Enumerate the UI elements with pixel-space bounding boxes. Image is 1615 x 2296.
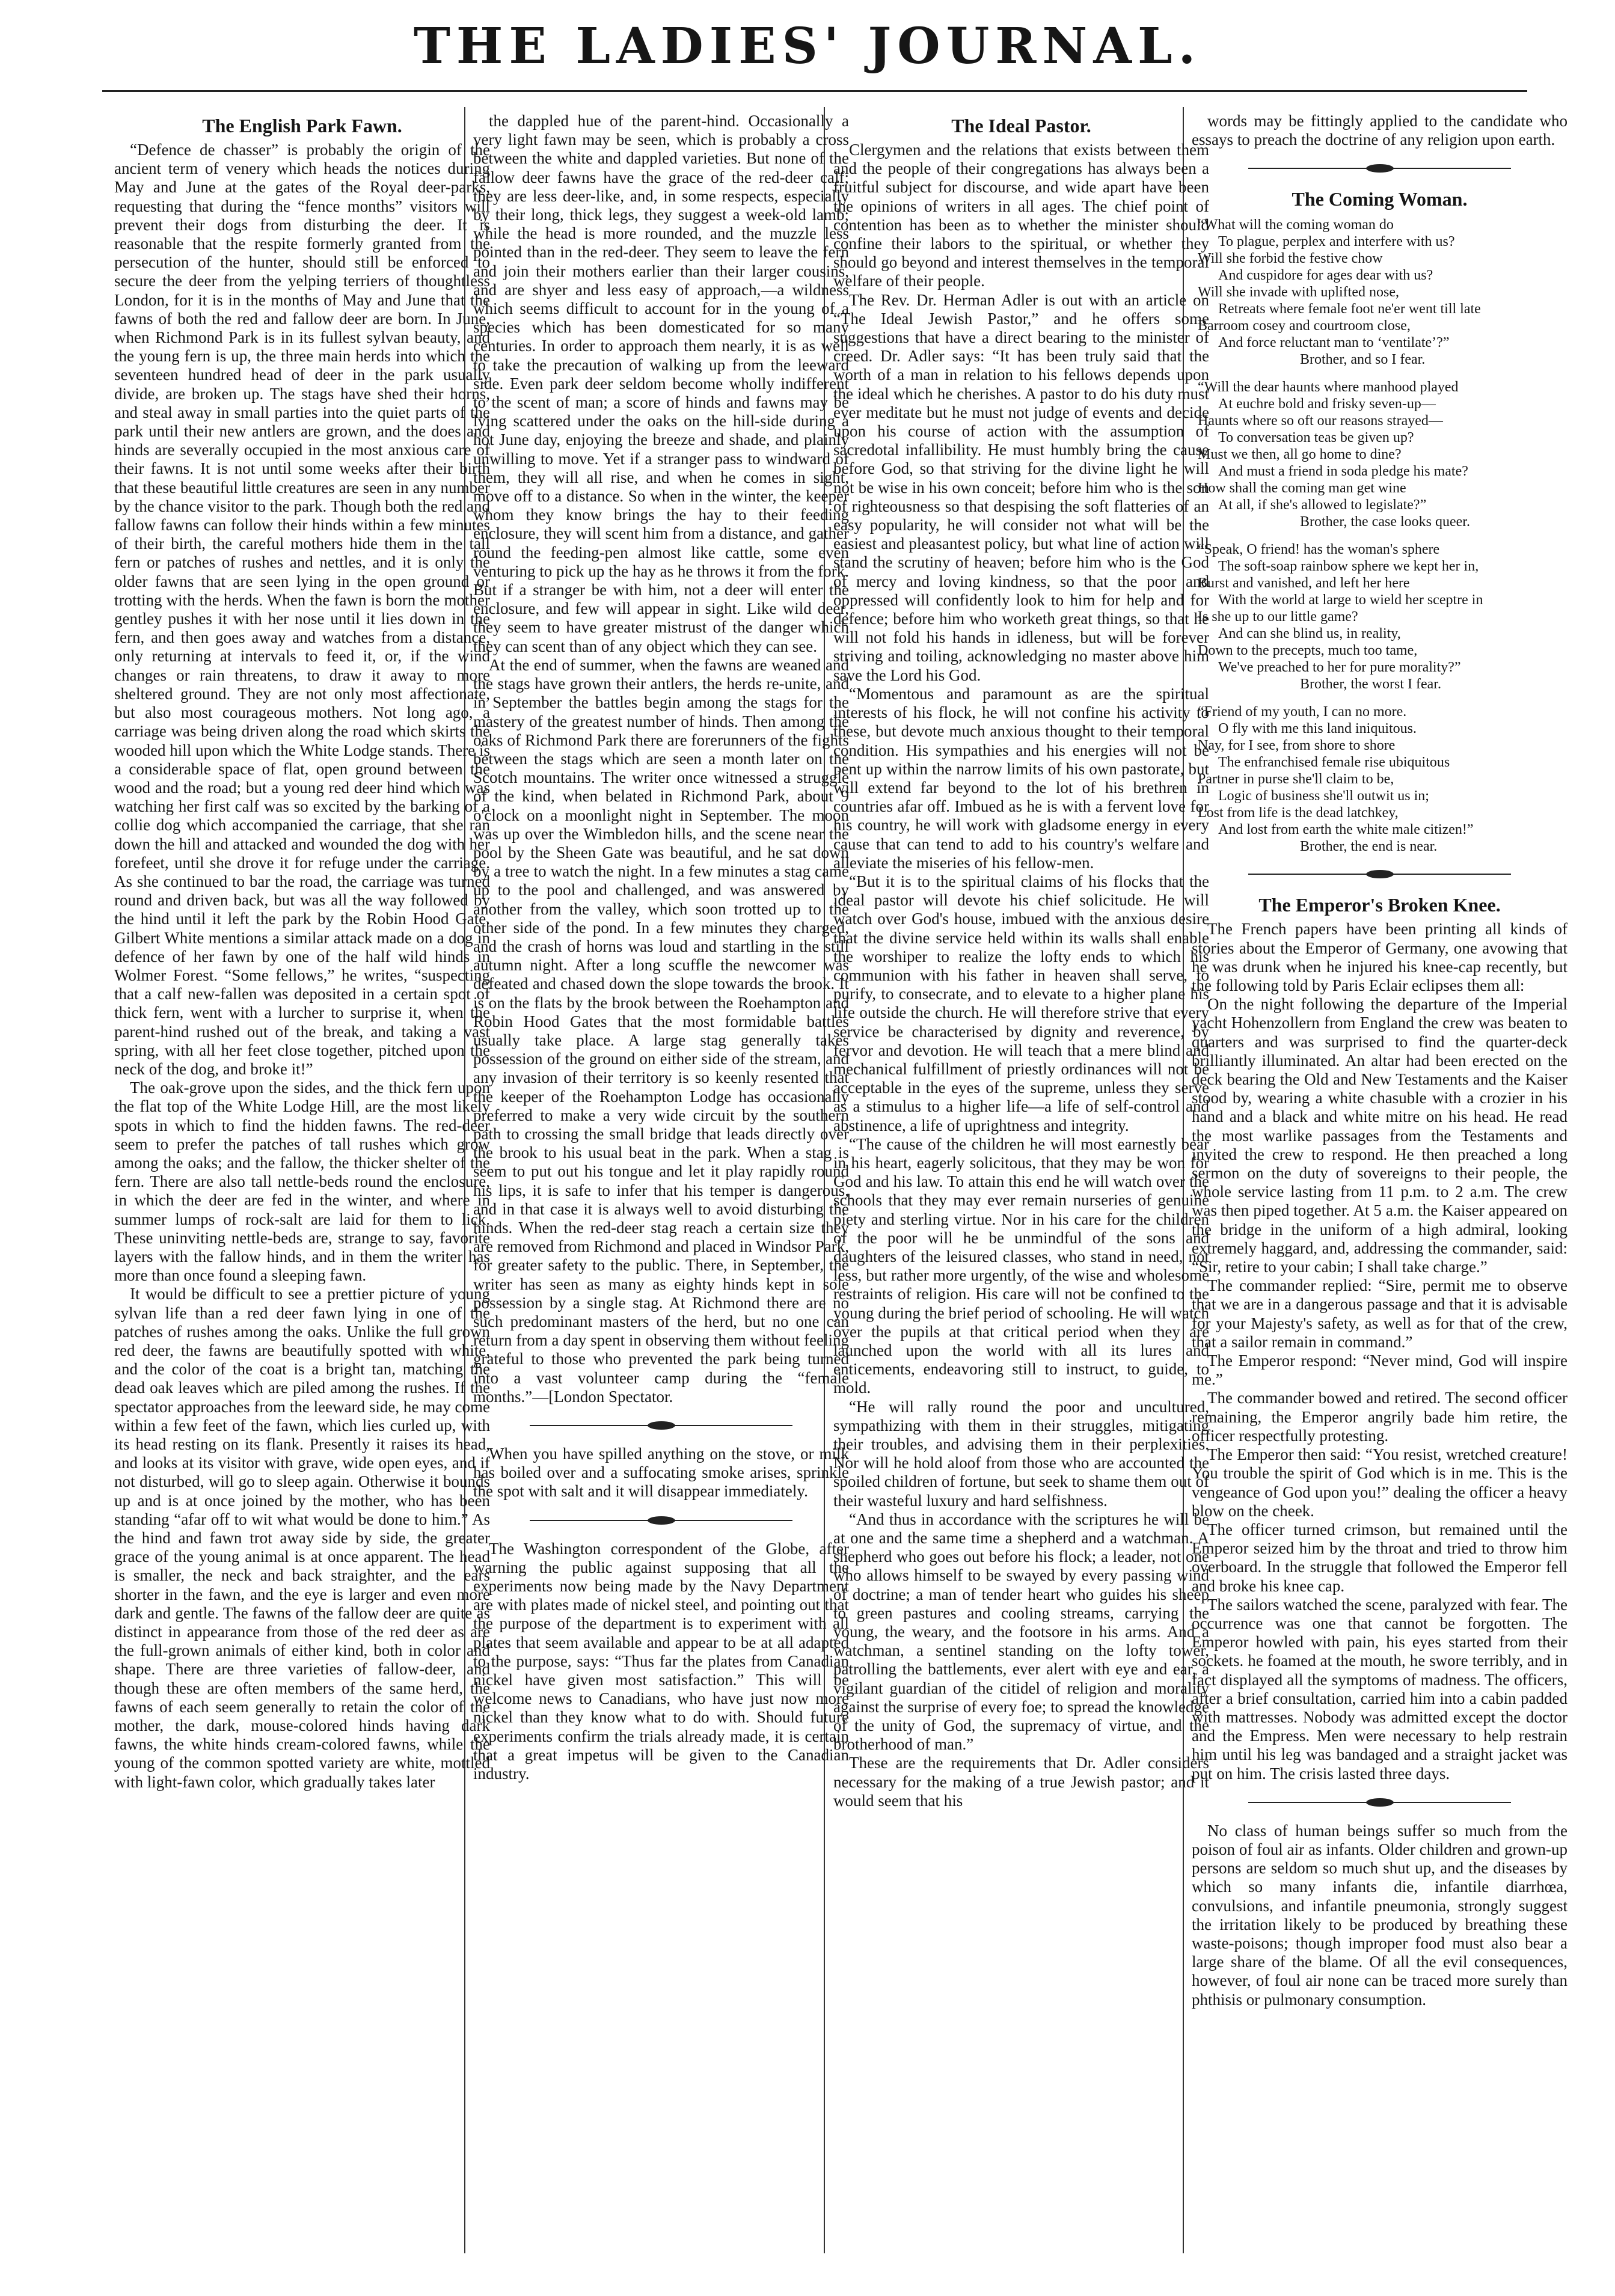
poem-line: Lost from life is the dead latchkey,: [1198, 805, 1399, 821]
article-paragraph: “And thus in accordance with the scriptures he will be at one and the same time a shepherd and a watchman. A shepherd who goes out before his flock; a leader, not one who allows himself to be swayed by every passing wind of doctrine; a man of tender heart who guides his sheep to green pastures and cooling streams, carrying the young, the weary, and the footsore in his arms. And a watchman, a sentinel standing on the lofty tower, patrolling the battlements, ever alert with eye and ear, a vigilant guardian of the citidel of religion and morality against the surprise of every foe; to spread the knowledge of the unity of God, the supremacy of virtue, and the brotherhood of man.”: [833, 1510, 1209, 1754]
poem-line: Must we then, all go home to dine?: [1198, 447, 1402, 463]
section-ornament: [530, 1418, 793, 1433]
poem-line: The enfranchised female rise ubiquitous: [1218, 755, 1450, 771]
poem-coming-woman: [1192, 216, 1568, 855]
poem-line: O fly with me this land iniquitous.: [1218, 721, 1417, 737]
article-heading-park-fawn: The English Park Fawn.: [202, 115, 402, 136]
poem-stanza: [1192, 541, 1568, 693]
article-paragraph: The oak-grove upon the sides, and the thick fern upon the flat top of the White Lodge Hill, are the most likely spots in which to find the hidden fawns. The red-deer seem to prefer the patches of tall rushes which grow among the oaks; and the fallow, the thicker shelter of the fern. There are also tall nettle-beds round the enclosure, in which the deer are fed in the winter, and where in summer lumps of rock-salt are laid for them to lick. These uninviting nettle-beds are, strange to say, favorite layers with the fallow hinds, and in them the writer has more than once found a sleeping fawn.: [114, 1079, 490, 1285]
poem-line: Is she up to our little game?: [1198, 609, 1358, 625]
article-paragraph: These are the requirements that Dr. Adler considers necessary for the making of a true Jewish pastor; and it would seem that his: [833, 1754, 1209, 1810]
article-paragraph: “But it is to the spiritual claims of his flocks that the ideal pastor will devote his chief solicitude. He will watch over God's house, imbued with the anxious desire that the divine service held within its walls shall enable the worshiper to realize the lofty ends to which his communion with his father in heaven shall serve, to purify, to consecrate, and to elevate to a higher plane his life outside the church. He will therefore strive that every service be characterised by dignity and reverence, by fervor and devotion. He will teach that a mere blind and mechanical fulfillment of priestly ordinances will not be acceptable in the eyes of the supreme, unless they serve as a stimulus to a higher life—a life of self-control and abstinence, a life of uprightness and integrity.: [833, 872, 1209, 1134]
article-paragraph: The Rev. Dr. Herman Adler is out with an article on “The Ideal Jewish Pastor,” and he offers some suggestions that have a direct bearing to the minister of creed. Dr. Adler says: “It has been truly said that the worth of a man in relation to his fellows depends upon the ideal which he cherishes. A pastor to do his duty must ever meditate but he must not judge of events and decide upon his course of action with the assumption of sacredotal infallibility. He must humbly bring the cause before God, so that striving for the divine light he will not be wise in his own conceit; before him who is the son of righteousness so that despising the soft flatteries of an easy popularity, he will consider not what will be the easiest and pleasantest policy, but what line of action will stand the scrutiny of heaven; before him who is the God of mercy and loving kindness, so that the poor and oppressed will confidently look to him for help and for defence; before him who worketh great things, so that he will not fold his hands in idleness, but will be forever striving and toiling, acknowledging no master above him save the Lord his God.: [833, 290, 1209, 684]
poem-refrain: Brother, the worst I fear.: [1300, 676, 1441, 693]
article-paragraph: At the end of summer, when the fawns are weaned and the stags have grown their antlers, the herds re-unite, and in September the battles begin among the stags for the mastery of the greatest number of hinds. Then among the oaks of Richmond Park there are forerunners of the fights between the stags which are seen a month later on the Scotch mountains. The writer once witnessed a struggle of the kind, when belated in Richmond Park, about 9 o'clock on a moonlight night in September. The moon was up over the Wimbledon hills, and the scene near the pool by the Sheen Gate was beautiful, and he sat down by a tree to watch the night. In a few minutes a stag came up to the pool and challenged, and was answered by another from the valley, which soon trotted up to the other side of the pond. In a few minutes they charged, and the crash of horns was loud and startling in the still autumn night. After a long scuffle the newcomer was defeated and chased down the slope towards the brook. It is on the flats by the brook between the Roehampton and Robin Hood Gates that the most formidable battles usually take place. A large stag generally takes possession of the ground on either side of the stream, and any invasion of their territory is so keenly resented that the keeper of the Roehampton Lodge has occasionally preferred to make a very wide circuit by the southern path to crossing the small bridge that leads directly over the brook to his usual beat in the park. When a stag is seem to put out his tongue and let it play rapidly round his lips, it is safe to infer that his temper is dangerous, and in that case it is always well to avoid disturbing the hinds. When the red-deer stag reach a certain size they are removed from Richmond and placed in Windsor Park, for greater safety to the public. There, in September, the writer has seen as many as eighty hinds kept in sole possession by a single stag. At Richmond there are no such predominant masters of the herd, but no one can return from a day spent in observing them without feeling grateful to those who prevented the park being turned into a vast volunteer camp during the “female months.”—[London Spectator.: [473, 655, 849, 1406]
article-paragraph: “Defence de chasser” is probably the origin of the ancient term of venery which heads the notices during May and June at the gates of the Royal deer-parks, requesting that during the “fence months” visitors will prevent their dogs from disturbing the deer. It is reasonable that the respite formerly granted from the persecution of the hunter, should still be enforced to secure the deer from the yelping terriers of thoughtless London, for it is in the months of May and June that the fawns of both the red and fallow deer are born. In June, when Richmond Park is in its fullest sylvan beauty, and the young fern is up, the three main herds into which the seventeen hundred head of deer in the park usually divide, are broken up. The stags have shed their horns, and steal away in small parties into the quiet parts of the park until their new antlers are grown, and the does and hinds are severally occupied in the most anxious care of their fawns. It is not until some weeks after their birth that these beautiful little creatures are seen in any number by the chance visitor to the park. Though both the red and fallow fawns can follow their hinds within a few minutes of their birth, the careful mothers hide them in the tall fern or patches of rushes and nettles, and it is only the older fawns that are seen lying in the open ground or trotting with the herds. When the fawn is born the mother gentley pushes it with her nose until it lies down in the fern, and then goes away and watches from a distance, only returning at intervals to feed it, or, if the wind changes or rain threatens, to draw it away to more sheltered ground. They are not only most affectionate, but also most courageous mothers. Not long ago, a carriage was being driven along the road which skirts the wooded hill upon which the White Lodge stands. There is a considerable space of flat, open ground between the wood and the road; but a young red deer hind which was watching her first calf was so excited by the barking of a collie dog which accompanied the carriage, that she ran down the hill and attacked and wounded the dog with her forefeet, until she drove it for refuge under the carriage. As she continued to bar the road, the carriage was turned round and driven back, but was all the way followed by the hind until it left the park by the Robin Hood Gate. Gilbert White mentions a similar attack made on a dog in defence of her fawn by one of the half wild hinds in Wolmer Forest. “Some fellows,” he writes, “suspecting that a calf new-fallen was deposited in a certain spot of thick fern, went with a lurcher to surprise it, when the parent-hind rushed out of the break, and taking a vast spring, with all her feet close together, pitched upon the neck of the dog, and broke it!”: [114, 141, 490, 1078]
column-1: [114, 112, 490, 2252]
poem-heading-coming-woman: The Coming Woman.: [1292, 188, 1468, 210]
poem-line: To plague, perplex and interfere with us?: [1218, 234, 1455, 250]
poem-line: “What will the coming woman do: [1198, 217, 1394, 233]
poem-refrain: Brother, and so I fear.: [1300, 352, 1426, 368]
poem-line: At all, if she's allowed to legislate?”: [1218, 497, 1427, 513]
article-paragraph: “Momentous and paramount as are the spiritual interests of his flock, he will not confine his activity to these, but devote much anxious thought to their temporal condition. His sympathies and his energies will not be pent up within the narrow limits of his own pastorate, but will extend far beyond to the lot of his brethren in countries afar off. Imbued as he is with a fervent love for his country, he will work with gladsome energy in every cause that can tend to add to his country's welfare and alleviate the miseries of his fellow-men.: [833, 684, 1209, 872]
poem-line: “Speak, O friend! has the woman's sphere: [1198, 542, 1440, 558]
poem-line: And lost from earth the white male citizen!”: [1218, 822, 1474, 838]
poem-line: Down to the precepts, much too tame,: [1198, 643, 1418, 659]
poem-line: How shall the coming man get wine: [1198, 480, 1406, 497]
poem-line: With the world at large to wield her sceptre in: [1218, 592, 1483, 608]
article-paragraph: The commander replied: “Sire, permit me to observe that we are in a dangerous passage and that it is advisable for your Majesty's safety, as well as for that of the crew, that a sailor remain in command.”: [1192, 1276, 1568, 1351]
poem-line: And must a friend in soda pledge his mate?: [1218, 464, 1468, 480]
poem-line: We've preached to her for pure morality?”: [1218, 660, 1461, 676]
article-paragraph: The sailors watched the scene, paralyzed with fear. The occurrence was one that cannot be forgotten. The Emperor howled with pain, his eyes started from their sockets. he foamed at the mouth, he swore terribly, and in fact displayed all the symptoms of madness. The officers, after a brief consultation, carried him into a cabin padded with mattresses. Nobody was admitted except the doctor and the Empress. Men were necessary to help restrain him until his leg was bandaged and a straight jacket was put on him. The crisis lasted three days.: [1192, 1595, 1568, 1783]
column-3: [833, 112, 1209, 2252]
poem-line: And can she blind us, in reality,: [1218, 626, 1401, 642]
poem-line: Will she forbid the festive chow: [1198, 251, 1383, 267]
article-paragraph: the dappled hue of the parent-hind. Occasionally a very light fawn may be seen, which is probably a cross between the white and dappled varieties. But none of the fallow deer fawns have the grace of the red-deer calf; they are less deer-like, and, in some respects, especially by their long, thick legs, they suggest a week-old lamb; while the head is more rounded, and the muzzle less pointed than in the red-deer. They seem to leave the fern and join their mothers earlier than their larger cousins, and are shyer and less easy of approach,—a wildness which seems difficult to account for in the young of a species which has been domesticated for so many centuries. In order to approach them nearly, it is as well to take the precaution of walking up from the leeward side. Even park deer seldom become wholly indifferent to the scent of man; a score of hinds and fawns may be lying scattered under the oaks on the hill-side during a hot June day, enjoying the breeze and shade, and plainly unwilling to move. Yet if a stranger pass to windward of them, they will all rise, and when he comes in sight, move off to a distance. So when in the winter, the keeper whom they know brings the hay to their feeding enclosure, they will scent him from a distance, and gather round the feeding-pen almost like cattle, some even venturing to pick up the hay as he throws it from the fork. But if a stranger be with him, not a deer will enter the enclosure, and few will appear in sight. Like wild deer, they seem to have greater mistrust of the danger which they can scent than of any object which they can see.: [473, 112, 849, 655]
poem-line: And cuspidore for ages dear with us?: [1218, 268, 1433, 284]
poem-line: Logic of business she'll outwit us in;: [1218, 788, 1429, 804]
article-paragraph: “The cause of the children he will most earnestly bear in his heart, eagerly solicitous, that they may be won for God and his law. To attain this end he will watch over the schools that they may ever remain nurseries of genuine piety and sterling virtue. Nor in his care for the children of the poor will he be unmindful of the sons and daughters of the leisured classes, who stand in need, not less, but rather more urgently, of the wise and wholesome restraints of religion. His care will not be confined to the young during the brief period of schooling. He will watch over the pupils at that critical period when they are launched upon the world with all its lures and enticements, endeavoring still to instruct, to guide, to mold.: [833, 1134, 1209, 1397]
poem-stanza: [1192, 216, 1568, 368]
masthead-rule: [102, 90, 1527, 92]
poem-line: Retreats where female foot ne'er went till late: [1218, 301, 1481, 317]
column-4: [1192, 112, 1568, 2252]
section-ornament: [1248, 161, 1512, 176]
note-paragraph-foul-air: No class of human beings suffer so much from the poison of foul air as infants. Older children and grown-up persons are seldom so much shut up, and the diseases by which so many infants die, infantile diarrhœa, convulsions, and infantile pneumonia, strongly suggest the irritation likely to be produced by breathing these waste-poisons; though improper food must also bear a large share of the blame. Of all the evil consequences, however, of foul air none can be traced more surely than phthisis or pulmonary consumption.: [1192, 1821, 1568, 2009]
column-2: [473, 112, 849, 2252]
article-paragraph: The Emperor then said: “You resist, wretched creature! You trouble the spirit of God which is in me. This is the vengeance of God upon you!” dealing the officer a heavy blow on the cheek.: [1192, 1445, 1568, 1520]
poem-line: Partner in purse she'll claim to be,: [1198, 771, 1394, 788]
article-paragraph: words may be fittingly applied to the candidate who essays to preach the doctrine of any religion upon earth.: [1192, 112, 1568, 149]
poem-line: Barroom cosey and courtroom close,: [1198, 318, 1411, 334]
poem-line: Burst and vanished, and left her here: [1198, 575, 1410, 592]
article-paragraph: On the night following the departure of the Imperial yacht Hohenzollern from England the crew was beaten to quarters and was surprised to find the quarter-deck brilliantly illuminated. An altar had been erected on the deck bearing the Old and New Testaments and the Kaiser stood by, wearing a white chasuble with a crozier in his hand and a black and white mitre on his head. He read the most warlike passages from the Testaments and invited the crew to respond. He then preached a long sermon on the duty of sovereigns to their people, the whole service lasting from 11 p.m. to 2 a.m. The crew was then piped together. At 5 a.m. the Kaiser appeared on the bridge in the uniform of a high admiral, looking extremely haggard, and, addressing the commander, said: “Sir, retire to your cabin; I shall take charge.”: [1192, 995, 1568, 1276]
poem-line: Nay, for I see, from shore to shore: [1198, 738, 1396, 754]
article-heading-ideal-pastor: The Ideal Pastor.: [951, 115, 1091, 136]
article-paragraph: Clergymen and the relations that exists between them and the people of their congregations has always been a fruitful subject for discourse, and wide apart have been the opinions of writers in all ages. The chief point of contention has been as to whether the minister should confine their labors to the spiritual, or whether they should go beyond and interest themselves in the temporal welfare of their people.: [833, 141, 1209, 290]
poem-line: The soft-soap rainbow sphere we kept her in,: [1218, 559, 1479, 575]
poem-line: And force reluctant man to ‘ventilate’?”: [1218, 335, 1450, 351]
poem-line: Will she invade with uplifted nose,: [1198, 284, 1399, 301]
article-heading-emperor-knee: The Emperor's Broken Knee.: [1258, 894, 1501, 916]
poem-stanza: [1192, 379, 1568, 530]
article-paragraph: “He will rally round the poor and uncultured, sympathizing with them in their struggles, mitigating their troubles, and advising them in their perplexities. Nor will he hold aloof from those who are accounted the spoiled children of fortune, but seek to shame them out of their wasteful luxury and hard selfishness.: [833, 1397, 1209, 1510]
article-paragraph: The commander bowed and retired. The second officer remaining, the Emperor angrily bade him retire, the officer respectfully protesting.: [1192, 1389, 1568, 1445]
poem-line: “Will the dear haunts where manhood played: [1198, 379, 1459, 396]
article-paragraph: The Emperor respond: “Never mind, God will inspire me.”: [1192, 1352, 1568, 1389]
article-paragraph: The officer turned crimson, but remained until the Emperor seized him by the throat and tried to throw him overboard. In the struggle that followed the Emperor fell and broke his knee cap.: [1192, 1520, 1568, 1595]
article-paragraph: It would be difficult to see a prettier picture of young sylvan life than a red deer fawn lying in one of the patches of rushes among the oaks. Unlike the full grown red deer, the fawns are beautifully spotted with white, and the color of the coat is a bright tan, matching the dead oak leaves which are piled among the rushes. If the spectator approaches from the leeward side, he may come within a few feet of the fawn, which lies curled up, with its head resting on its flank. Presently it raises its head, and looks at its visitor with grave, wide open eyes, and if not disturbed, will go to sleep again. Otherwise it bounds up and is at once joined by the mother, who has been standing “afar off to wit what would be done to him.” As the hind and fawn trot away side by side, the greater grace of the young animal is at once apparent. The head is smaller, the neck and back straighter, and the ears shorter in the fawn, and the eye is larger and even more dark and gentle. The fawns of the fallow deer are quite as distinct in appearance from those of the red deer as are the full-grown animals of either kind, both in color and shape. There are three varieties of fallow-deer, and though these are often members of the same herd, the fawns of each seem generally to retain the color of the mother, the dark, mouse-colored hinds having dark fawns, the white hinds cream-colored fawns, while the young of the common spotted variety are white, mottled with light-fawn color, which gradually takes later: [114, 1285, 490, 1791]
section-ornament: [1248, 1795, 1512, 1810]
note-paragraph-stove: When you have spilled anything on the stove, or milk has boiled over and a suffocating smoke arises, sprinkle the spot with salt and it will disappear immediately.: [473, 1445, 849, 1501]
poem-line: To conversation teas be given up?: [1218, 430, 1414, 446]
poem-line: Haunts where so oft our reasons strayed—: [1198, 413, 1443, 429]
poem-line: At euchre bold and frisky seven-up—: [1218, 396, 1436, 412]
note-paragraph-nickel: The Washington correspondent of the Globe, after warning the public against supposing that all the experiments now being made by the Navy Department are with plates made of nickel steel, and pointing out that the purpose of the department is to experiment with all plates that seem available and appear to be at all adapted to the purpose, says: “Thus far the plates from Canadian nickel have given most satisfaction.” This will be welcome news to Canadians, who have just now more nickel than they know what to do with. Should future experiments confirm the trials already made, it is certain that a great impetus will be given to the Canadian industry.: [473, 1539, 849, 1783]
poem-refrain: Brother, the case looks queer.: [1300, 514, 1470, 530]
section-ornament: [530, 1513, 793, 1528]
article-paragraph: The French papers have been printing all kinds of stories about the Emperor of Germany, one avowing that he was drunk when he injured his knee-cap recently, but the following told by Paris Eclair eclipses them all:: [1192, 920, 1568, 995]
poem-line: “Friend of my youth, I can no more.: [1198, 704, 1407, 720]
masthead: THE LADIES' JOURNAL.: [413, 17, 1202, 75]
poem-refrain: Brother, the end is near.: [1300, 839, 1438, 855]
section-ornament: [1248, 867, 1512, 881]
poem-stanza: [1192, 703, 1568, 855]
